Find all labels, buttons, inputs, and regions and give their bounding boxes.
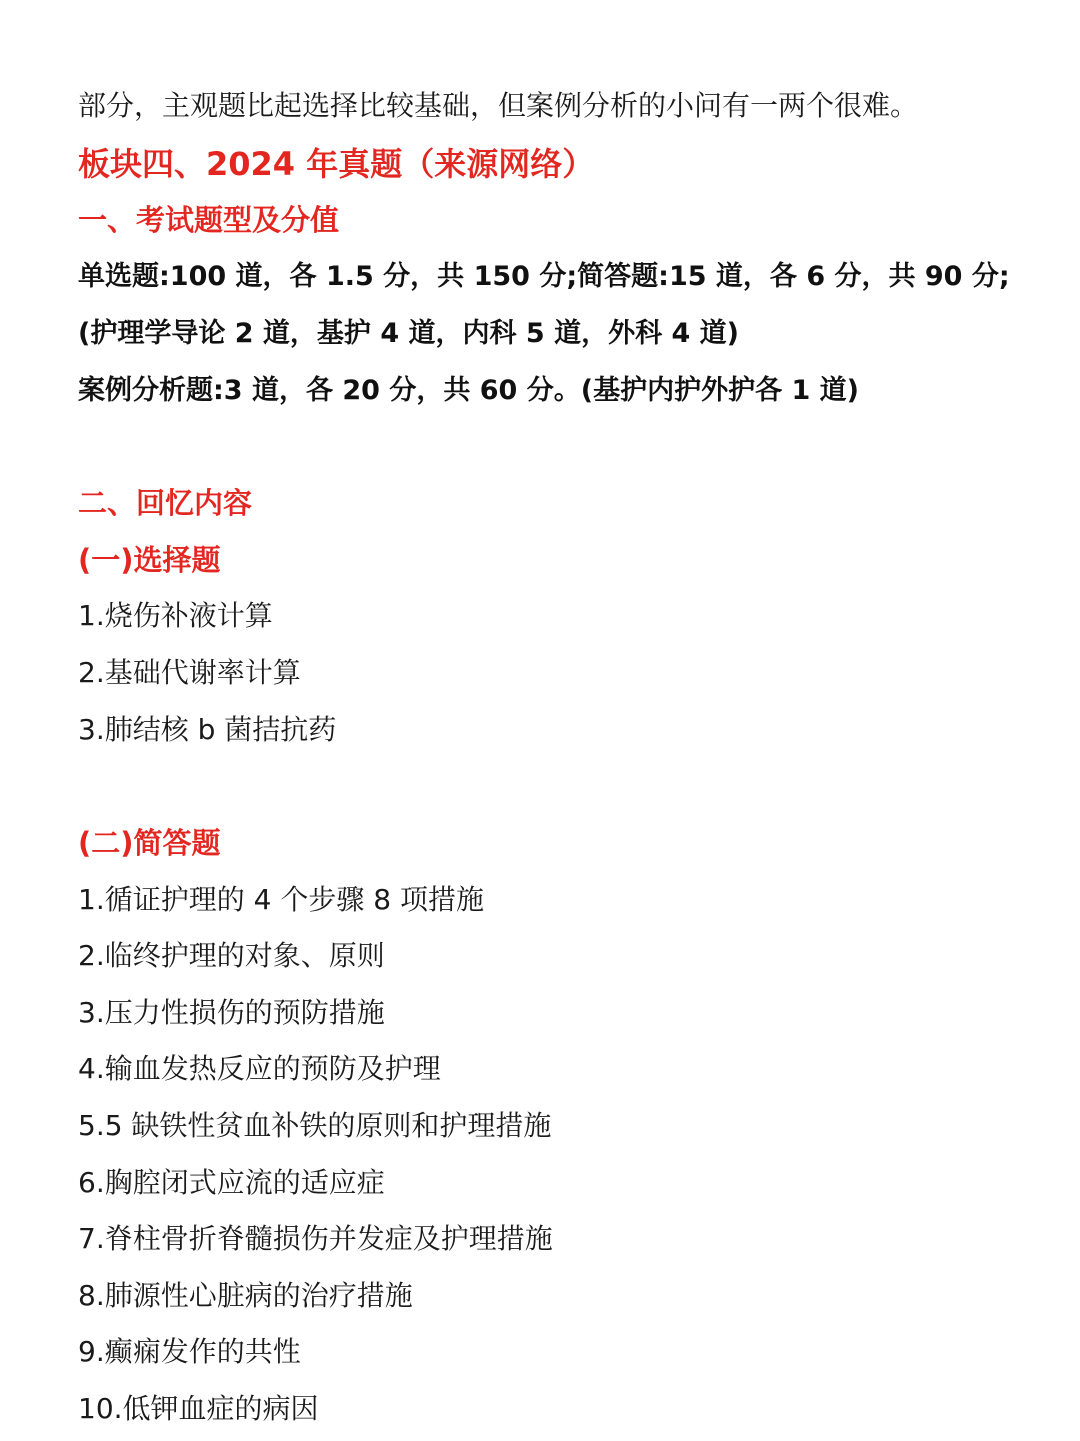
section-title: 板块四、2024 年真题（来源网络）	[78, 145, 595, 183]
intro-paragraph: 部分，主观题比起选择比较基础，但案例分析的小问有一两个很难。	[78, 89, 919, 122]
exam-format-line: (护理学导论 2 道，基护 4 道，内科 5 道，外科 4 道)	[78, 318, 740, 349]
document-page	[78, 0, 1038, 1441]
list-item: 7.脊柱骨折脊髓损伤并发症及护理措施	[78, 1222, 553, 1255]
list-item: 1.烧伤补液计算	[78, 599, 273, 632]
list-item: 10.低钾血症的病因	[78, 1392, 319, 1425]
short-answer-heading: (二)简答题	[78, 826, 221, 860]
list-item: 2.临终护理的对象、原则	[78, 939, 385, 972]
exam-format-heading: 一、考试题型及分值	[78, 203, 340, 237]
exam-format-line: 单选题:100 道，各 1.5 分，共 150 分;简答题:15 道，各 6 分，共 90 分;	[78, 261, 1010, 292]
list-item: 3.压力性损伤的预防措施	[78, 996, 385, 1029]
choice-heading: (一)选择题	[78, 543, 221, 577]
recall-heading: 二、回忆内容	[78, 486, 253, 520]
list-item: 6.胸腔闭式应流的适应症	[78, 1166, 385, 1199]
list-item: 9.癫痫发作的共性	[78, 1335, 301, 1368]
exam-format-line: 案例分析题:3 道，各 20 分，共 60 分。(基护内护外护各 1 道)	[78, 375, 859, 406]
list-item: 8.肺源性心脏病的治疗措施	[78, 1279, 413, 1312]
list-item: 5.5 缺铁性贫血补铁的原则和护理措施	[78, 1109, 552, 1142]
list-item: 4.输血发热反应的预防及护理	[78, 1052, 441, 1085]
list-item: 1.循证护理的 4 个步骤 8 项措施	[78, 883, 484, 916]
list-item: 3.肺结核 b 菌拮抗药	[78, 713, 337, 746]
list-item: 2.基础代谢率计算	[78, 656, 301, 689]
